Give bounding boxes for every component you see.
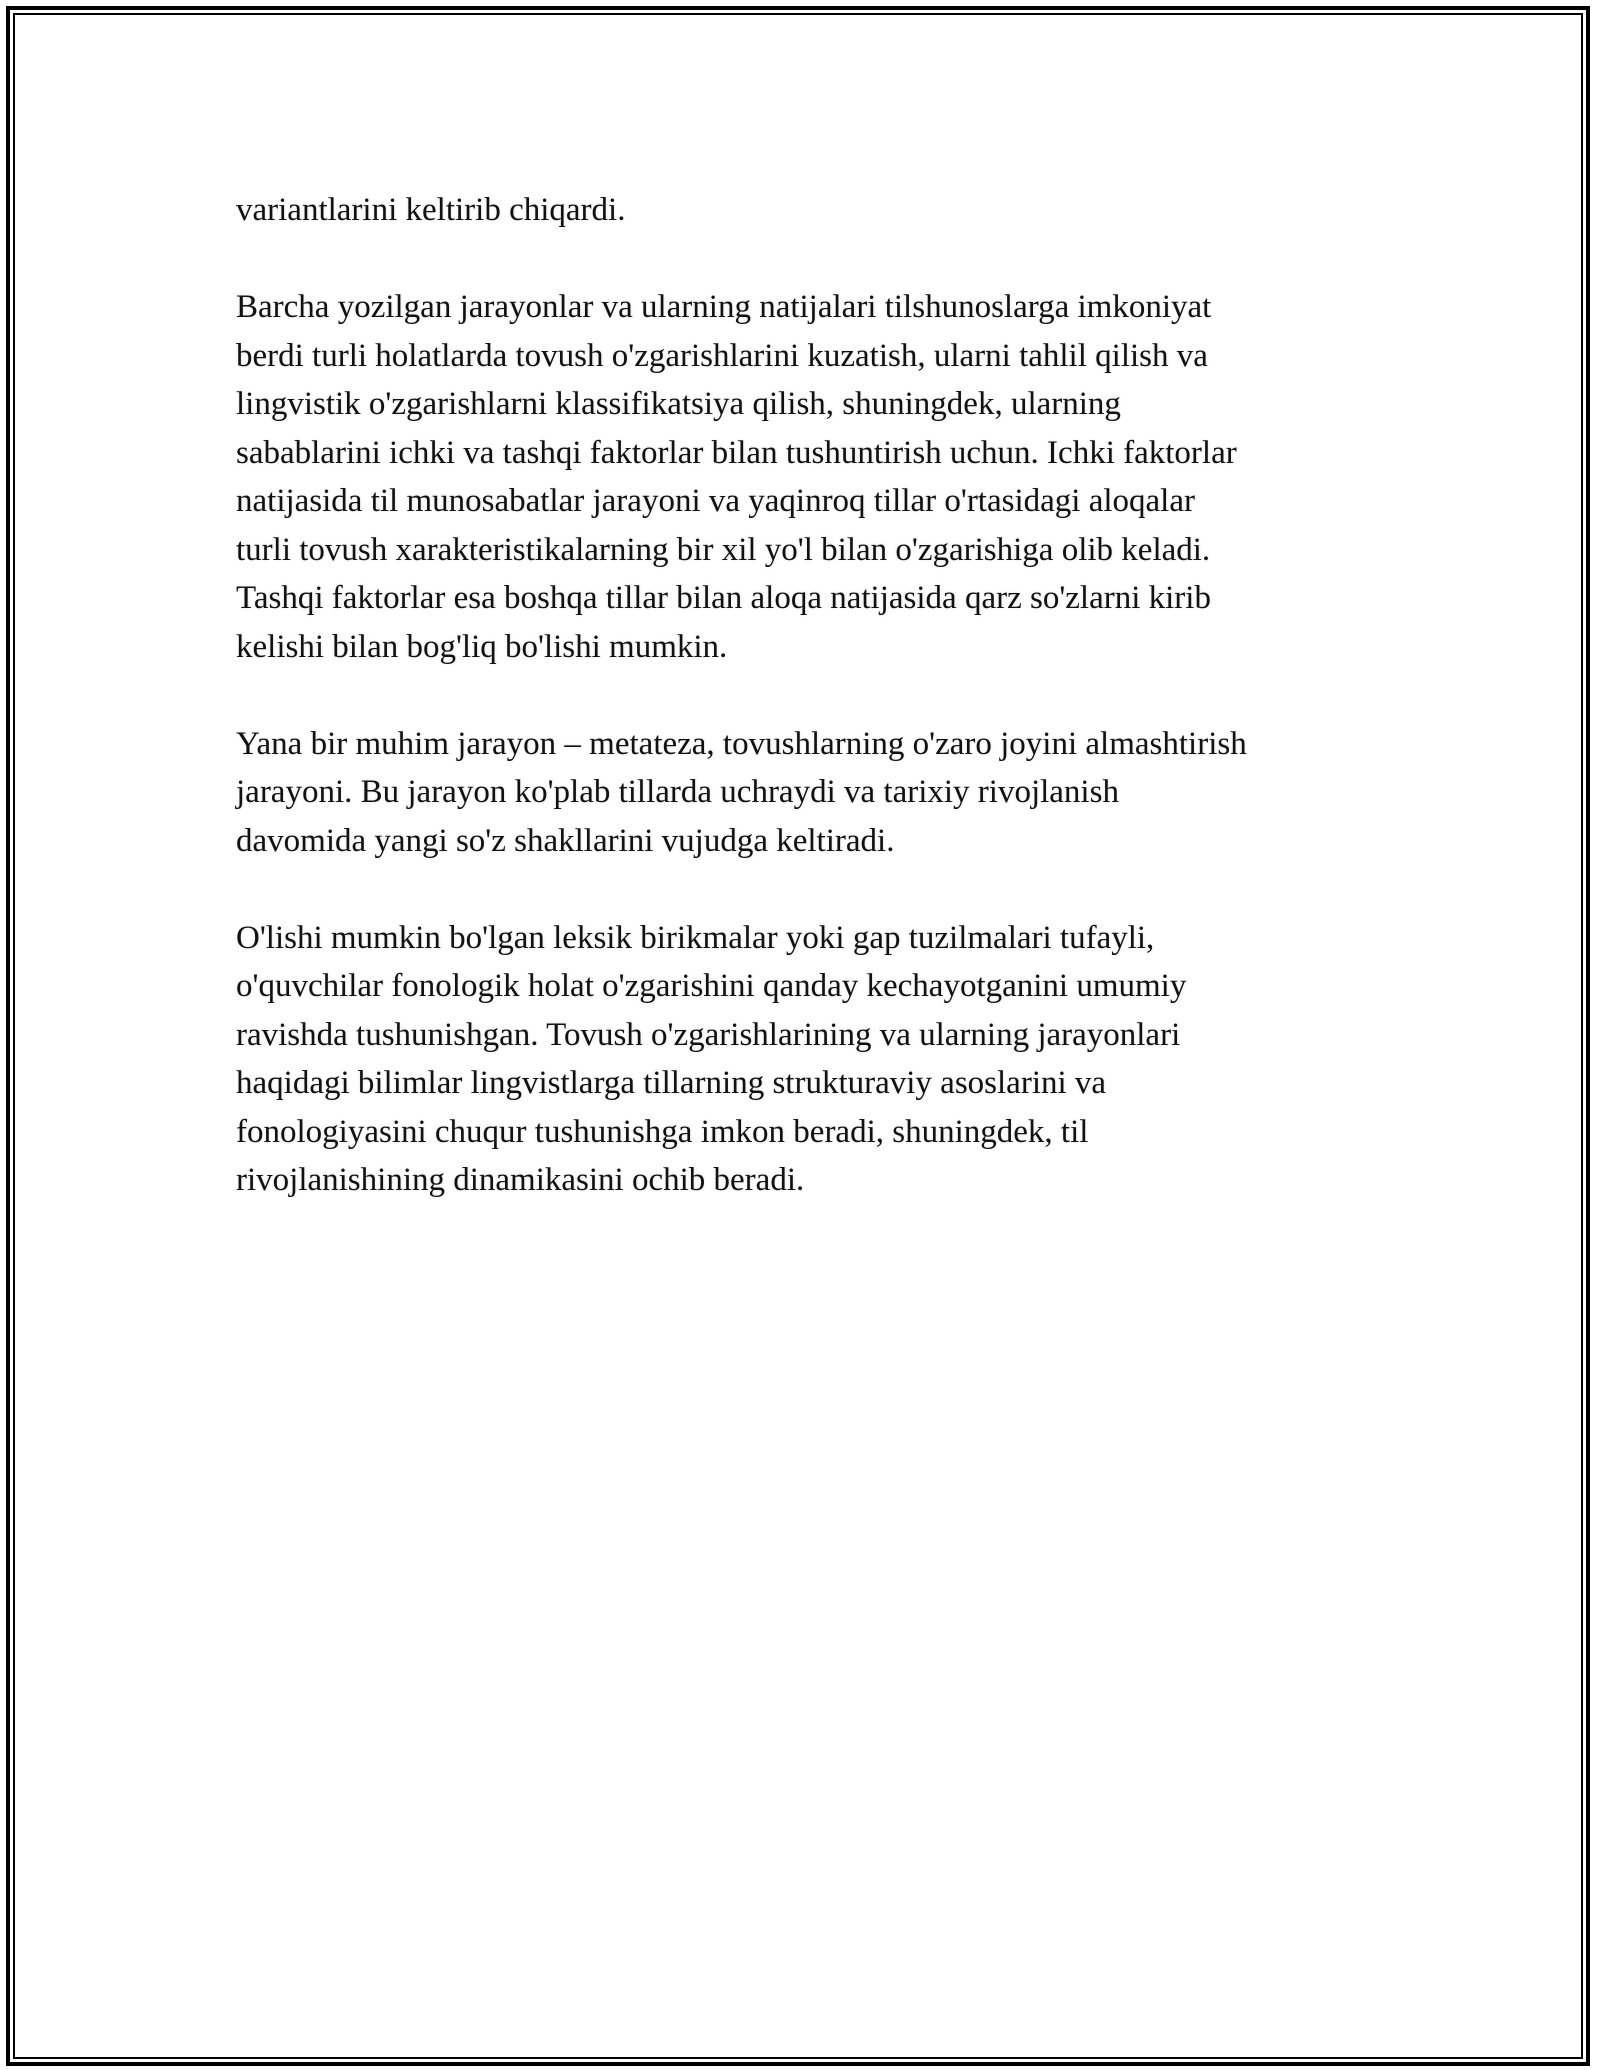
text-line: o'quvchilar fonologik holat o'zgarishini qanday kechayotganini umumiy — [236, 968, 1187, 1004]
text-line: haqidagi bilimlar lingvistlarga tillarning strukturaviy asoslarini va — [236, 1065, 1107, 1101]
text-line: natijasida til munosabatlar jarayoni va yaqinroq tillar o'rtasidagi aloqalar — [236, 483, 1195, 519]
text-line: kelishi bilan bog'liq bo'lishi mumkin. — [236, 628, 728, 665]
text-line: jarayoni. Bu jarayon ko'plab tillarda uchraydi va tarixiy rivojlanish — [236, 774, 1119, 810]
text-line: berdi turli holatlarda tovush o'zgarishlarini kuzatish, ularni tahlil qilish va — [236, 337, 1208, 374]
text-line: lingvistik o'zgarishlarni klassifikatsiya qilish, shuningdek, ularning — [236, 386, 1121, 422]
paragraph-gap — [236, 671, 1386, 720]
paragraph-gap — [236, 235, 1386, 284]
text-line: davomida yangi so'z shakllarini vujudga keltiradi. — [236, 822, 895, 859]
text-line: rivojlanishining dinamikasini ochib beradi. — [236, 1162, 805, 1198]
text-line: ravishda tushunishgan. Tovush o'zgarishlarining va ularning jarayonlari — [236, 1016, 1181, 1053]
text-line: Barcha yozilgan jarayonlar va ularning natijalari tilshunoslarga imkoniyat — [236, 289, 1212, 325]
text-line: variantlarini keltirib chiqardi. — [236, 192, 626, 228]
text-line: O'lishi mumkin bo'lgan leksik birikmalar yoki gap tuzilmalari tufayli, — [236, 919, 1155, 956]
text-line: Yana bir muhim jarayon – metateza, tovushlarning o'zaro joyini almashtirish — [236, 725, 1247, 762]
text-line: sabablarini ichki va tashqi faktorlar bilan tushuntirish uchun. Ichki faktorlar — [236, 434, 1237, 471]
document-body — [236, 186, 1386, 1205]
text-line: turli tovush xarakteristikalarning bir xil yo'l bilan o'zgarishiga olib keladi. — [236, 531, 1211, 568]
text-line: fonologiyasini chuqur tushunishga imkon beradi, shuningdek, til — [236, 1113, 1089, 1150]
paragraph-gap — [236, 865, 1386, 914]
text-line: Tashqi faktorlar esa boshqa tillar bilan aloqa natijasida qarz so'zlarni kirib — [236, 580, 1211, 616]
